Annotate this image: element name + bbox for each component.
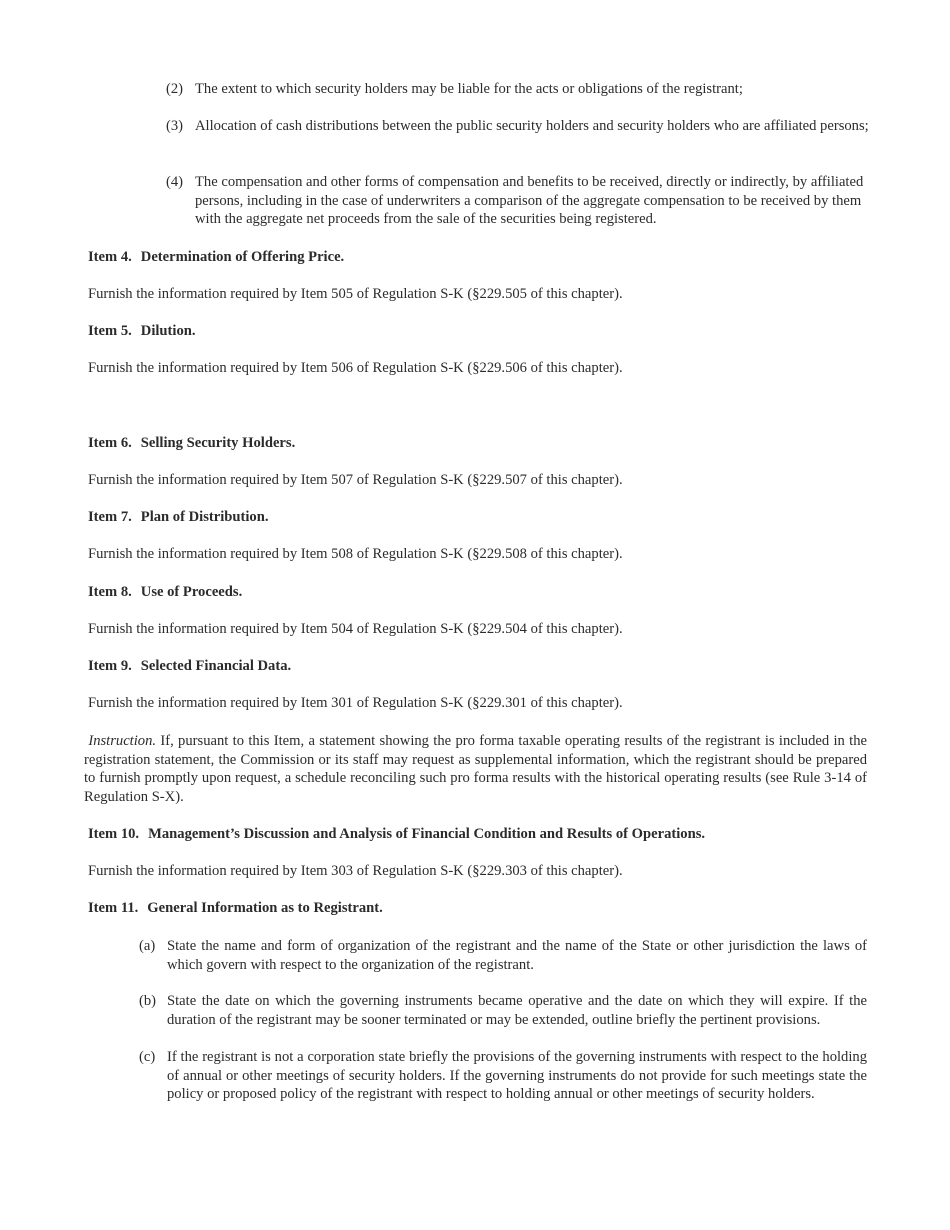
item-number: Item 9. <box>88 658 132 674</box>
item-9-heading <box>88 657 291 676</box>
item-title: Selected Financial Data. <box>140 658 292 674</box>
instruction-label: Instruction. <box>88 733 157 749</box>
list-item-b <box>139 992 867 1029</box>
list-item-c <box>139 1048 867 1104</box>
list-item-2 <box>166 80 870 99</box>
item-5-body: Furnish the information required by Item 506 of Regulation S-K (§229.506 of this chapter). <box>88 360 623 376</box>
item-number: Item 7. <box>88 509 132 525</box>
list-item-text: If the registrant is not a corporation state briefly the provisions of the governing instruments with respect to the holding of annual or other meetings of security holders. If the governing instruments do not provide for such meetings state the policy or proposed policy of the registrant with respect to holding annual or other meetings of security holders. <box>167 1049 867 1103</box>
item-6-heading <box>88 434 295 453</box>
list-item-number: (2) <box>166 81 184 97</box>
instruction-text: If, pursuant to this Item, a statement showing the pro forma taxable operating results of the registrant is included in the registration statement, the Commission or its staff may request as supplemental information, which the registrant should be prepared to furnish promptly upon request, a schedule reconciling such pro forma results with the historical operating results (see Rule 3-14 of Regulation S-X). <box>84 733 867 805</box>
item-7-body: Furnish the information required by Item 508 of Regulation S-K (§229.508 of this chapter). <box>88 546 623 562</box>
item-4-body: Furnish the information required by Item 505 of Regulation S-K (§229.505 of this chapter). <box>88 286 623 302</box>
list-item-text: State the name and form of organization of the registrant and the name of the State or other jurisdiction the laws of which govern with respect to the organization of the registrant. <box>167 938 867 973</box>
list-item-4 <box>166 173 870 229</box>
item-number: Item 6. <box>88 435 132 451</box>
item-title: Dilution. <box>140 323 196 339</box>
item-title: Management’s Discussion and Analysis of Financial Condition and Results of Operations. <box>148 826 706 842</box>
item-9-body: Furnish the information required by Item 301 of Regulation S-K (§229.301 of this chapter). <box>88 695 623 711</box>
item-title: Plan of Distribution. <box>140 509 269 525</box>
list-item-text: The compensation and other forms of compensation and benefits to be received, directly or indirectly, by affiliated persons, including in the case of underwriters a comparison of the aggregate compensation to be received by them with the aggregate net proceeds from the sale of the securities being registered. <box>195 174 864 228</box>
list-item-number: (b) <box>139 993 157 1009</box>
item-number: Item 10. <box>88 826 140 842</box>
list-item-text: State the date on which the governing instruments became operative and the date on which they will expire. If the duration of the registrant may be sooner terminated or may be extended, outline briefly the pertinent provisions. <box>167 993 867 1028</box>
item-5-heading <box>88 322 196 341</box>
item-number: Item 11. <box>88 900 139 916</box>
item-number: Item 8. <box>88 584 132 600</box>
item-title: Use of Proceeds. <box>140 584 243 600</box>
list-item-a <box>139 937 867 974</box>
item-6-body: Furnish the information required by Item 507 of Regulation S-K (§229.507 of this chapter). <box>88 472 623 488</box>
item-8-heading <box>88 583 242 602</box>
item-10-heading <box>88 825 705 844</box>
instruction-paragraph <box>84 732 867 806</box>
item-10-body: Furnish the information required by Item 303 of Regulation S-K (§229.303 of this chapter). <box>88 863 623 879</box>
list-item-text: The extent to which security holders may be liable for the acts or obligations of the registrant; <box>195 81 743 97</box>
item-7-heading <box>88 508 269 527</box>
list-item-number: (a) <box>139 938 156 954</box>
item-title: Determination of Offering Price. <box>140 249 345 265</box>
item-title: Selling Security Holders. <box>140 435 296 451</box>
list-item-number: (4) <box>166 174 184 190</box>
list-item-number: (3) <box>166 118 184 134</box>
list-item-number: (c) <box>139 1049 156 1065</box>
list-item-text: Allocation of cash distributions between the public security holders and security holders who are affiliated persons; <box>195 118 869 134</box>
item-11-heading <box>88 899 383 918</box>
item-number: Item 5. <box>88 323 132 339</box>
item-8-body: Furnish the information required by Item 504 of Regulation S-K (§229.504 of this chapter). <box>88 621 623 637</box>
item-4-heading <box>88 248 344 267</box>
item-number: Item 4. <box>88 249 132 265</box>
item-title: General Information as to Registrant. <box>147 900 383 916</box>
list-item-3 <box>166 117 870 136</box>
